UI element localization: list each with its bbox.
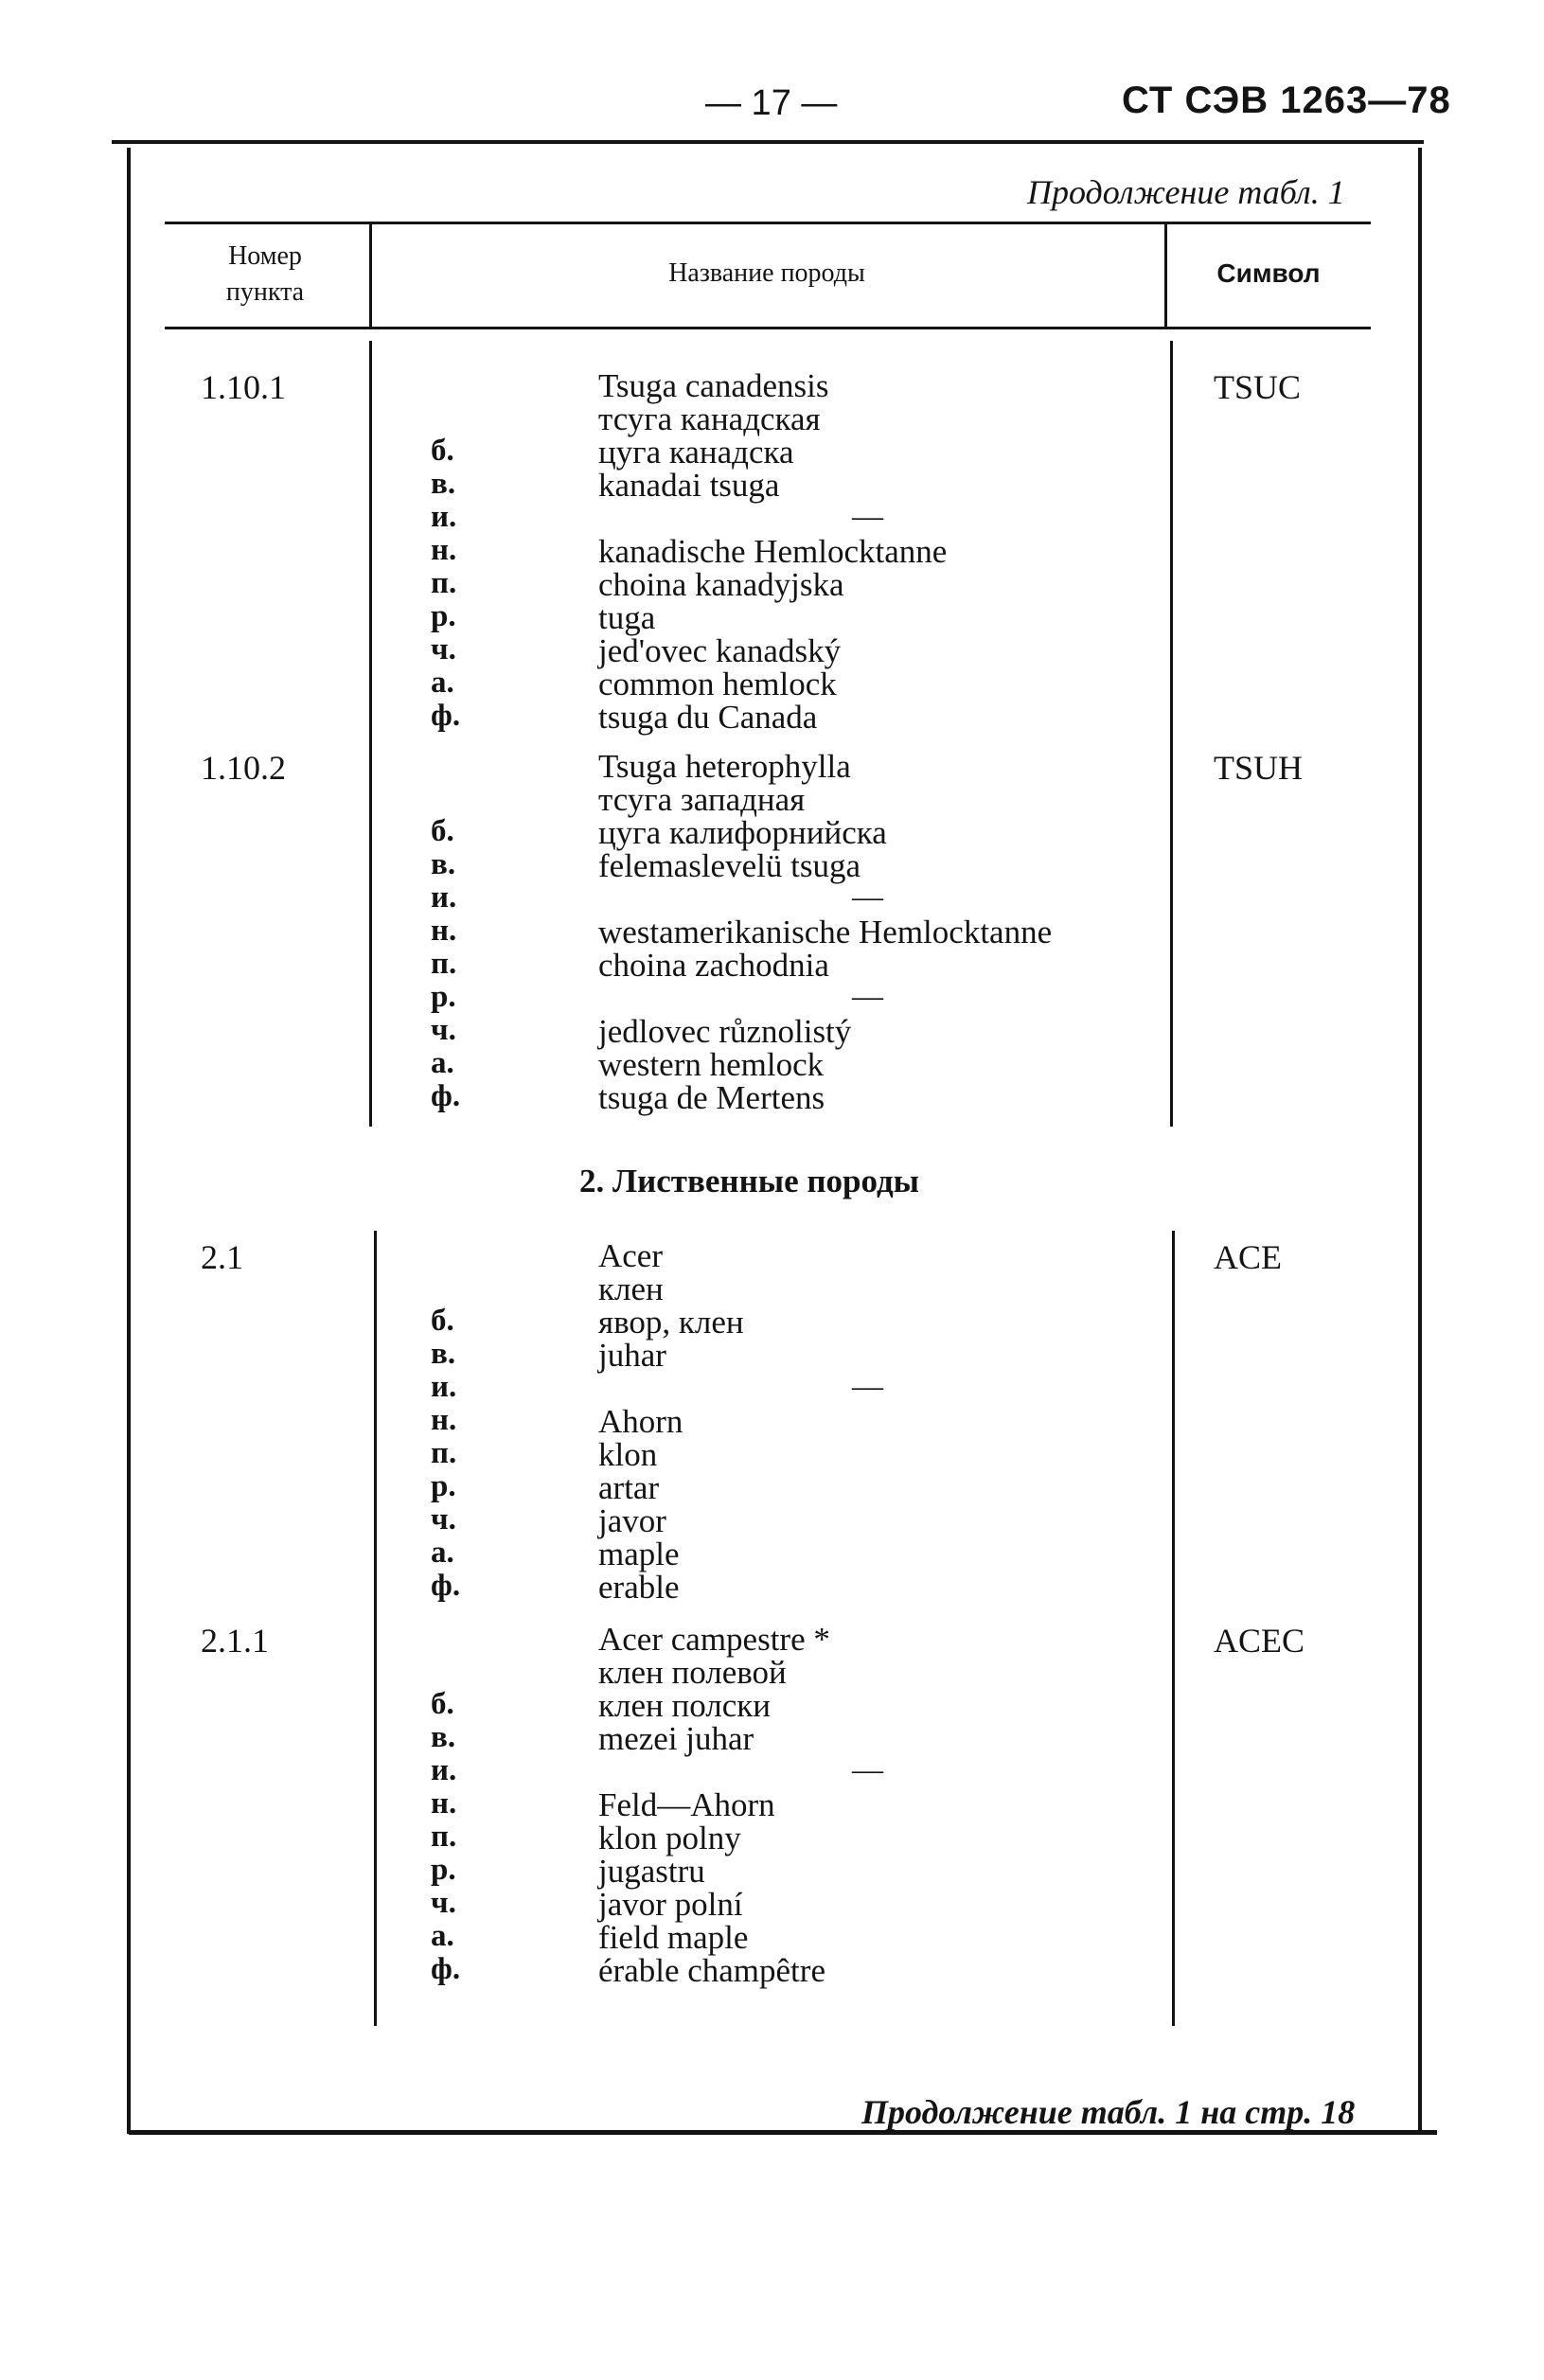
translated-name: tuga bbox=[598, 599, 656, 636]
top-rule bbox=[112, 140, 1424, 144]
language-label: п. bbox=[431, 1436, 457, 1470]
translated-name: kanadische Hemlocktanne bbox=[598, 533, 948, 570]
table-continuation-title: Продолжение табл. 1 bbox=[1027, 173, 1345, 211]
latin-name: Acer campestre * bbox=[598, 1621, 830, 1658]
language-label: н. bbox=[431, 1403, 457, 1437]
standard-code: СТ СЭВ 1263—78 bbox=[1122, 80, 1451, 121]
language-label: р. bbox=[431, 980, 456, 1014]
body-divider-2b bbox=[1172, 1231, 1175, 2026]
language-label: б. bbox=[431, 814, 454, 848]
translated-name: erable bbox=[598, 1569, 680, 1606]
translated-name: клен полски bbox=[598, 1687, 771, 1724]
russian-name: клен bbox=[598, 1270, 664, 1307]
translated-name: jedlovec různolistý bbox=[598, 1013, 852, 1050]
language-label: ф. bbox=[431, 1079, 461, 1113]
language-label: а. bbox=[431, 1536, 454, 1570]
language-label: а. bbox=[431, 1919, 454, 1953]
section-heading: 2. Лиственные породы bbox=[579, 1163, 920, 1199]
translated-name: kanadai tsuga bbox=[598, 467, 780, 504]
translated-name: jugastru bbox=[598, 1853, 705, 1890]
table-continuation-note: Продолжение табл. 1 на стр. 18 bbox=[861, 2093, 1356, 2131]
body-divider-2a bbox=[1170, 341, 1173, 1127]
translated-name: western hemlock bbox=[598, 1046, 825, 1083]
translated-name: jed'ovec kanadský bbox=[598, 632, 842, 669]
header-bottom-line bbox=[165, 327, 1371, 329]
language-label: н. bbox=[431, 1786, 457, 1821]
entry-symbol: TSUH bbox=[1214, 749, 1304, 787]
translated-name: common hemlock bbox=[598, 666, 837, 702]
russian-name: тсуга западная bbox=[598, 781, 806, 818]
column-header-name: Название породы bbox=[668, 258, 865, 288]
translated-name: érable champêtre bbox=[598, 1952, 825, 1989]
header-top-line bbox=[165, 222, 1371, 224]
translated-name: Ahorn bbox=[598, 1403, 683, 1440]
page-number: — 17 — bbox=[705, 83, 838, 123]
entry-symbol: TSUC bbox=[1214, 368, 1302, 406]
translated-name: choina kanadyjska bbox=[598, 566, 844, 603]
entry-number: 2.1.1 bbox=[201, 1622, 269, 1660]
language-label: и. bbox=[431, 1370, 457, 1404]
language-label: п. bbox=[431, 1820, 457, 1854]
translated-name: westamerikanische Hemlocktanne bbox=[598, 914, 1053, 950]
body-divider-1a bbox=[369, 341, 372, 1127]
header-divider-1 bbox=[369, 224, 372, 327]
translated-name: klon polny bbox=[598, 1820, 741, 1856]
column-header-symbol: Символ bbox=[1216, 258, 1321, 288]
language-label: р. bbox=[431, 1853, 456, 1887]
no-name-dash: — bbox=[852, 1370, 883, 1404]
translated-name: tsuga du Canada bbox=[598, 699, 818, 736]
russian-name: тсуга канадская bbox=[598, 400, 821, 437]
language-label: а. bbox=[431, 666, 454, 700]
translated-name: javor bbox=[598, 1502, 666, 1539]
language-label: в. bbox=[431, 1337, 456, 1371]
translated-name: field maple bbox=[598, 1919, 749, 1956]
language-label: б. bbox=[431, 1687, 454, 1721]
latin-name: Acer bbox=[598, 1237, 664, 1274]
language-label: в. bbox=[431, 467, 456, 501]
translated-name: Feld—Ahorn bbox=[598, 1786, 775, 1823]
language-label: и. bbox=[431, 880, 457, 915]
translated-name: artar bbox=[598, 1469, 660, 1506]
translated-name: juhar bbox=[598, 1337, 666, 1374]
translated-name: felemaslevelü tsuga bbox=[598, 847, 861, 884]
language-label: н. bbox=[431, 914, 457, 948]
body-divider-1b bbox=[374, 1231, 377, 2026]
language-label: ф. bbox=[431, 699, 461, 733]
language-label: ф. bbox=[431, 1952, 461, 1986]
entry-symbol: ACE bbox=[1214, 1238, 1282, 1276]
language-label: п. bbox=[431, 947, 457, 981]
entry-number: 1.10.2 bbox=[201, 749, 286, 787]
entry-symbol: ACEC bbox=[1214, 1622, 1305, 1660]
translated-name: maple bbox=[598, 1536, 680, 1572]
translated-name: цуга канадска bbox=[598, 434, 794, 471]
no-name-dash: — bbox=[852, 1753, 883, 1787]
language-label: б. bbox=[431, 434, 454, 468]
latin-name: Tsuga canadensis bbox=[598, 367, 829, 404]
entry-number: 1.10.1 bbox=[201, 368, 286, 406]
translated-name: javor polní bbox=[598, 1886, 743, 1923]
frame-left-line bbox=[127, 148, 131, 2134]
translated-name: mezei juhar bbox=[598, 1720, 754, 1757]
no-name-dash: — bbox=[852, 500, 883, 534]
language-label: а. bbox=[431, 1046, 454, 1080]
russian-name: клен полевой bbox=[598, 1654, 787, 1691]
language-label: ч. bbox=[431, 632, 456, 666]
translated-name: цуга калифорнийска bbox=[598, 814, 887, 851]
language-label: и. bbox=[431, 1753, 457, 1787]
header-divider-2 bbox=[1164, 224, 1167, 327]
language-label: н. bbox=[431, 533, 457, 567]
translated-name: choina zachodnia bbox=[598, 947, 829, 984]
frame-right-line bbox=[1418, 148, 1422, 2134]
language-label: ч. bbox=[431, 1502, 456, 1536]
no-name-dash: — bbox=[852, 880, 883, 915]
language-label: р. bbox=[431, 599, 456, 633]
language-label: и. bbox=[431, 500, 457, 534]
latin-name: Tsuga heterophylla bbox=[598, 748, 851, 785]
no-name-dash: — bbox=[852, 980, 883, 1014]
translated-name: klon bbox=[598, 1436, 658, 1473]
language-label: ч. bbox=[431, 1013, 456, 1047]
language-label: п. bbox=[431, 566, 457, 600]
language-label: р. bbox=[431, 1469, 456, 1503]
language-label: ф. bbox=[431, 1569, 461, 1603]
language-label: в. bbox=[431, 847, 456, 881]
language-label: б. bbox=[431, 1304, 454, 1338]
column-header-number: Номер пункта bbox=[225, 241, 305, 307]
entry-number: 2.1 bbox=[201, 1238, 243, 1276]
language-label: в. bbox=[431, 1720, 456, 1754]
translated-name: tsuga de Mertens bbox=[598, 1079, 825, 1116]
translated-name: явор, клен bbox=[598, 1304, 744, 1341]
language-label: ч. bbox=[431, 1886, 456, 1920]
